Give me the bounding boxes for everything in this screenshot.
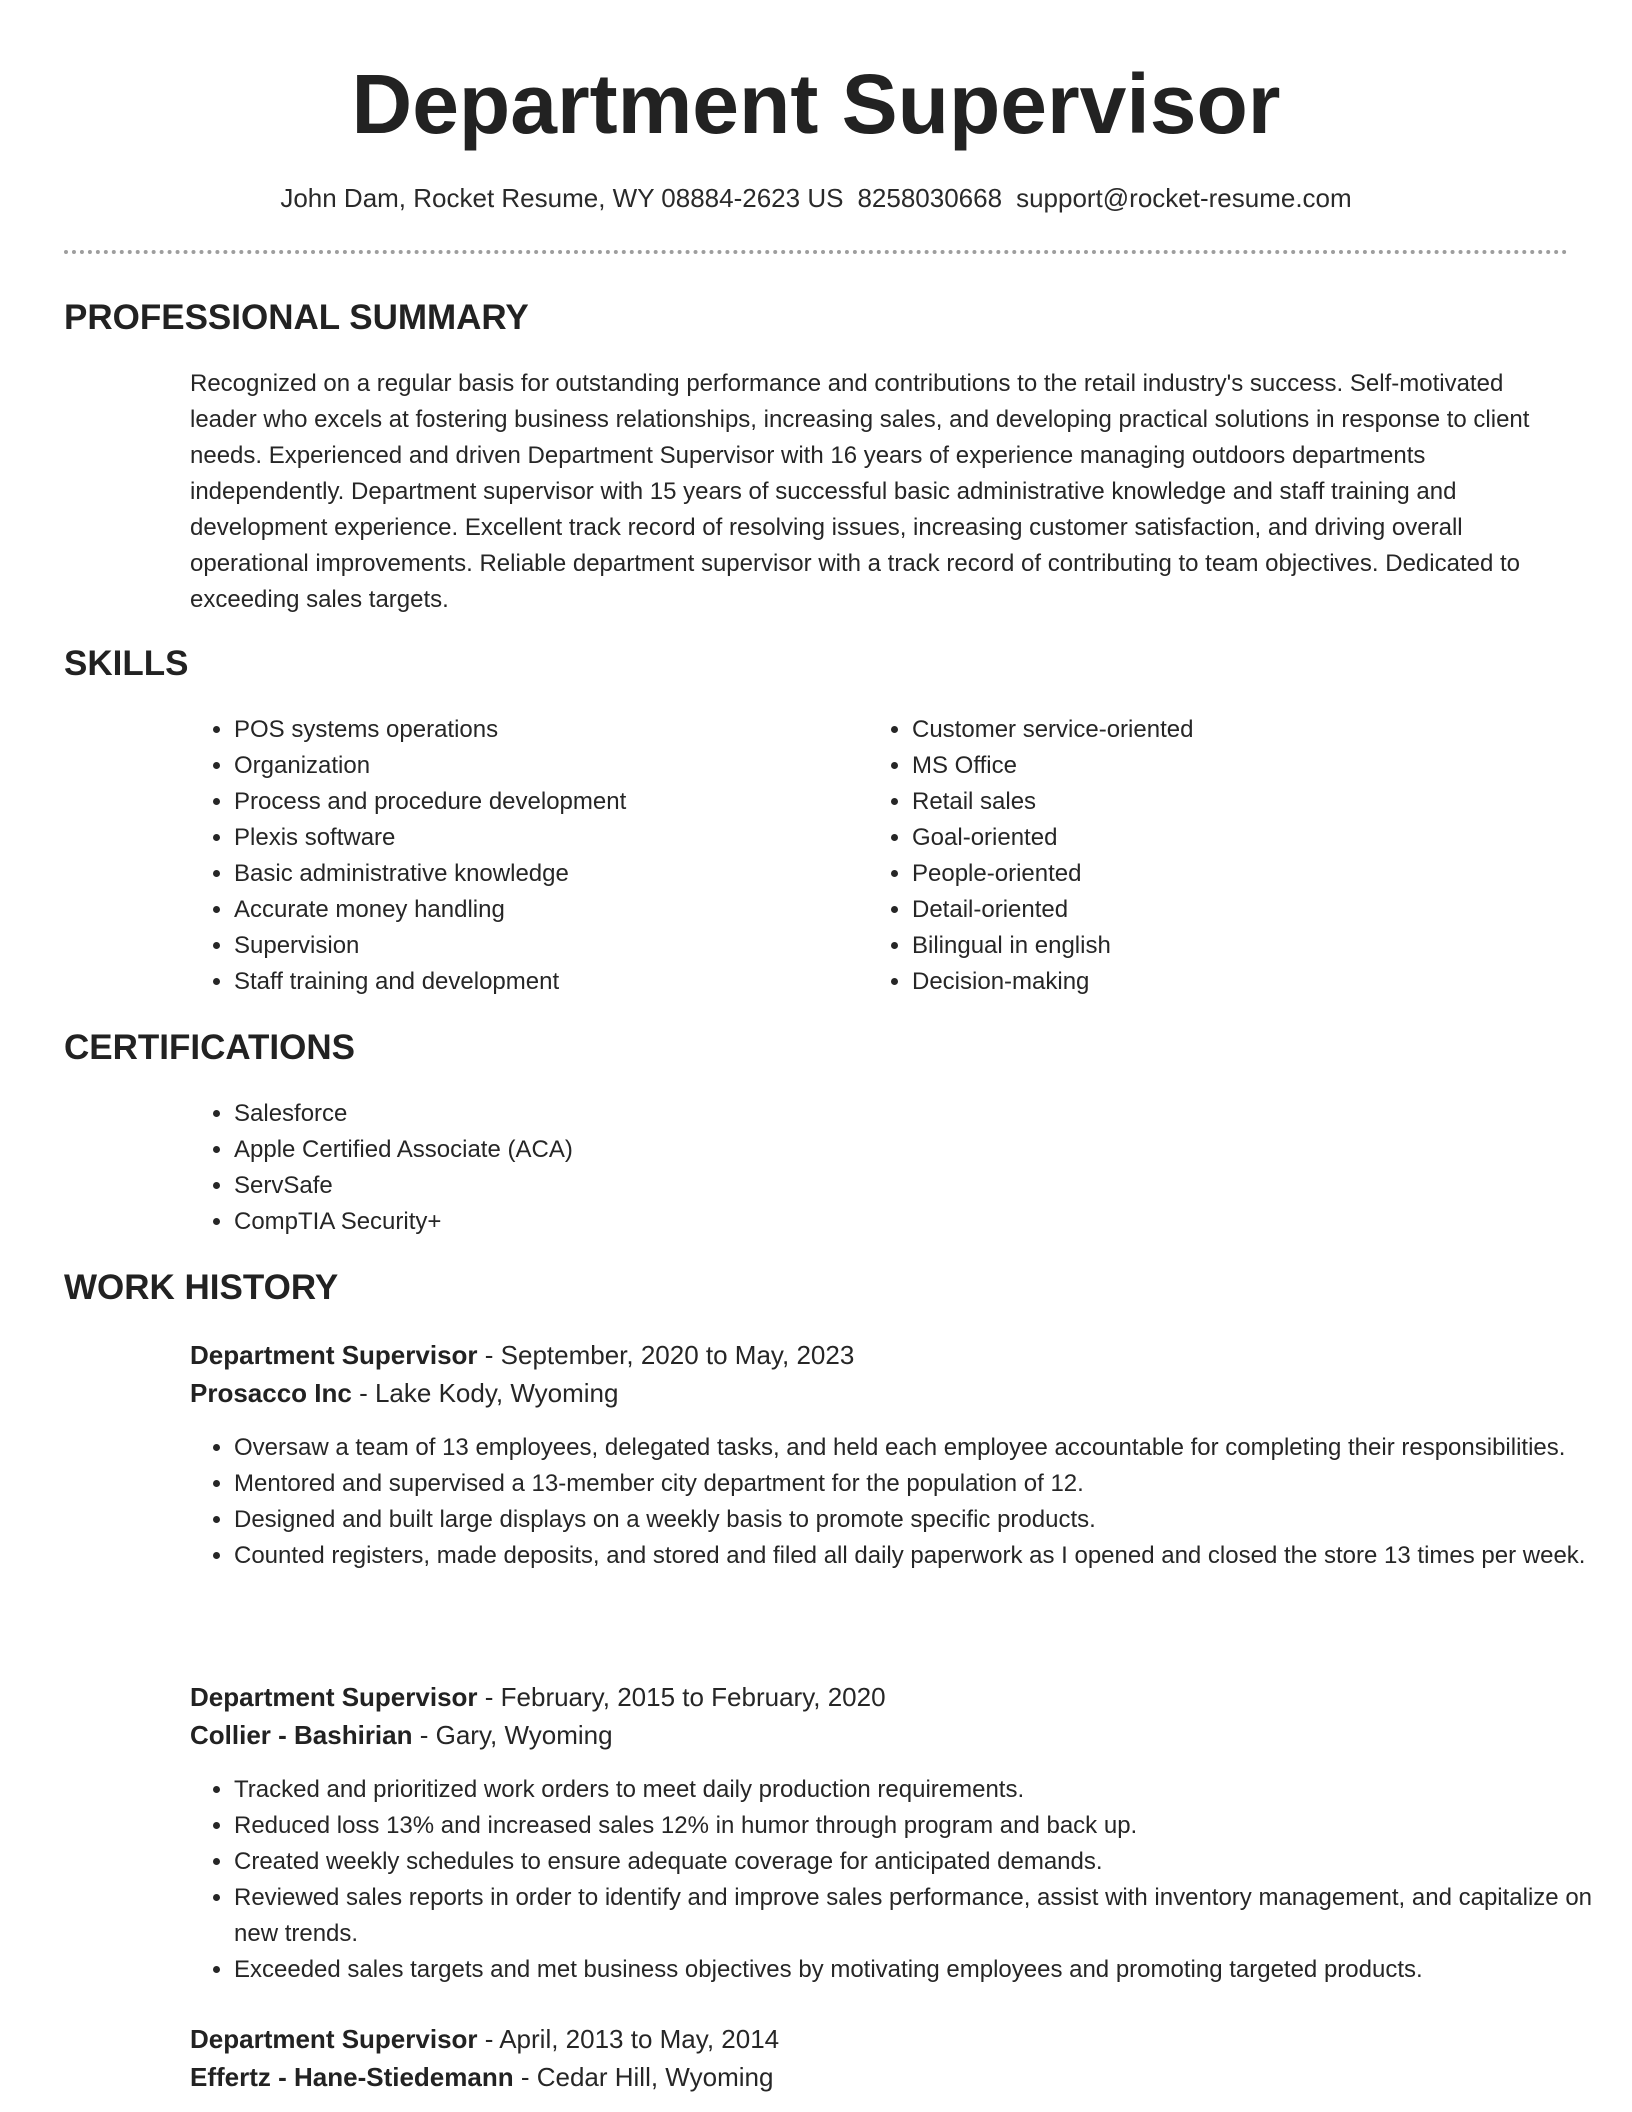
job-company-line — [190, 1374, 618, 1412]
job-dates: - February, 2015 to February, 2020 — [477, 1682, 886, 1712]
job-company-line — [190, 2058, 773, 2096]
skill-item: • Goal-oriented — [912, 820, 1532, 856]
contact-phone: 8258030668 — [857, 183, 1003, 213]
skill-item: • Detail-oriented — [912, 892, 1532, 928]
job-bullet: • Reduced loss 13% and increased sales 12% in humor through program and back up. — [234, 1808, 1614, 1844]
job-dates: - April, 2013 to May, 2014 — [477, 2024, 780, 2054]
certification-item: • Apple Certified Associate (ACA) — [234, 1132, 1534, 1168]
job-bullet: • Oversaw a team of 13 employees, delegated tasks, and held each employee accountable for completing their responsibilities. — [234, 1430, 1614, 1466]
job-title-line — [190, 1336, 854, 1374]
summary-text: Recognized on a regular basis for outstanding performance and contributions to the retail industry's success. Self-motivated leader who excels at fostering business relationships, increasing sales, and developing practical solutions in response to client needs. Experienced and driven Department Supervisor with 16 years of experience managing outdoors departments independently. Department supervisor with 15 years of successful basic administrative knowledge and staff training and development experience. Excellent track record of resolving issues, increasing customer satisfaction, and driving overall operational improvements. Reliable department supervisor with a track record of contributing to team objectives. Dedicated to exceeding sales targets. — [190, 370, 1530, 613]
contact-line — [0, 180, 1632, 216]
summary-heading: PROFESSIONAL SUMMARY — [64, 298, 529, 337]
skill-item: • POS systems operations — [234, 712, 854, 748]
job-title: Department Supervisor — [190, 1682, 478, 1712]
skill-item: • Supervision — [234, 928, 854, 964]
job-bullets — [190, 1430, 1614, 1574]
certification-item: • CompTIA Security+ — [234, 1204, 1534, 1240]
work-history-heading: WORK HISTORY — [64, 1268, 339, 1307]
job-bullet: • Designed and built large displays on a weekly basis to promote specific products. — [234, 1502, 1614, 1538]
skill-item: • Bilingual in english — [912, 928, 1532, 964]
job-title-line — [190, 1678, 886, 1716]
job-bullets — [190, 1772, 1614, 1988]
page-title: Department Supervisor — [351, 57, 1281, 151]
job-bullet: • Tracked and prioritized work orders to meet daily production requirements. — [234, 1772, 1614, 1808]
job-bullet: • Reviewed sales reports in order to identify and improve sales performance, assist with inventory management, and capitalize on new trends. — [234, 1880, 1614, 1952]
certifications-heading: CERTIFICATIONS — [64, 1028, 356, 1067]
job-company: Effertz - Hane-Stiedemann — [190, 2062, 514, 2092]
skill-item: • Process and procedure development — [234, 784, 854, 820]
skills-heading: SKILLS — [64, 644, 189, 683]
job-dates: - September, 2020 to May, 2023 — [477, 1340, 855, 1370]
skill-item: • Decision-making — [912, 964, 1532, 1000]
certifications-list — [190, 1096, 1534, 1240]
skill-item: • Retail sales — [912, 784, 1532, 820]
job-bullet: • Counted registers, made deposits, and stored and filed all daily paperwork as I opened and closed the store 13 times per week. — [234, 1538, 1614, 1574]
skill-item: • Customer service-oriented — [912, 712, 1532, 748]
job-location: - Gary, Wyoming — [412, 1720, 613, 1750]
certification-item: • ServSafe — [234, 1168, 1534, 1204]
skill-item: • Plexis software — [234, 820, 854, 856]
contact-address: John Dam, Rocket Resume, WY 08884-2623 US — [280, 183, 844, 213]
job-title: Department Supervisor — [190, 2024, 478, 2054]
skill-item: • Accurate money handling — [234, 892, 854, 928]
job-company: Prosacco Inc — [190, 1378, 352, 1408]
job-location: - Lake Kody, Wyoming — [351, 1378, 619, 1408]
skill-item: • Staff training and development — [234, 964, 854, 1000]
job-bullet: • Mentored and supervised a 13-member city department for the population of 12. — [234, 1466, 1614, 1502]
skill-item: • MS Office — [912, 748, 1532, 784]
job-company-line — [190, 1716, 613, 1754]
contact-email: support@rocket-resume.com — [1016, 183, 1352, 213]
job-title: Department Supervisor — [190, 1340, 478, 1370]
job-company: Collier - Bashirian — [190, 1720, 413, 1750]
skills-list-right — [868, 712, 1532, 1000]
job-title-line — [190, 2020, 779, 2058]
certification-item: • Salesforce — [234, 1096, 1534, 1132]
job-bullet: • Created weekly schedules to ensure adequate coverage for anticipated demands. — [234, 1844, 1614, 1880]
skill-item: • Basic administrative knowledge — [234, 856, 854, 892]
skill-item: • People-oriented — [912, 856, 1532, 892]
job-bullet: • Exceeded sales targets and met business objectives by motivating employees and promoting targeted products. — [234, 1952, 1614, 1988]
header-divider — [64, 250, 1568, 254]
skill-item: • Organization — [234, 748, 854, 784]
job-location: - Cedar Hill, Wyoming — [513, 2062, 774, 2092]
skills-list-left — [190, 712, 854, 1000]
